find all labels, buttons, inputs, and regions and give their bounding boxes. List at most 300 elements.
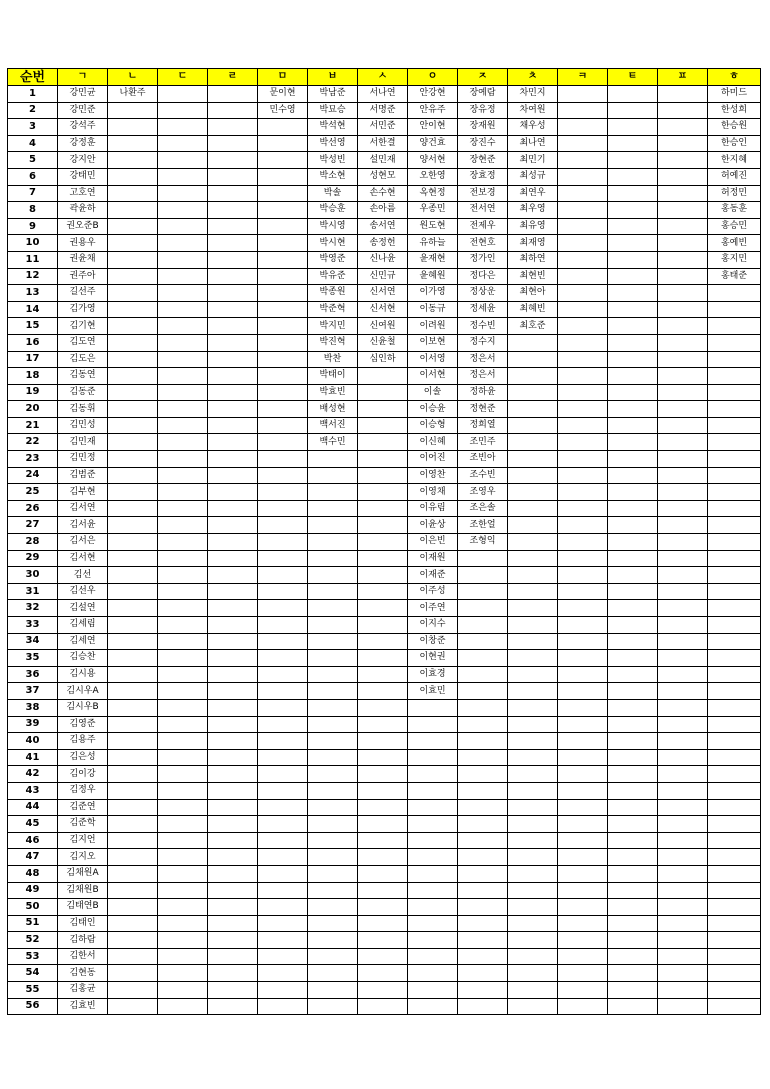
name-cell	[508, 633, 558, 650]
name-cell	[608, 135, 658, 152]
name-cell	[258, 417, 308, 434]
name-cell: 이현권	[408, 650, 458, 667]
name-cell: 박종원	[308, 285, 358, 302]
name-cell	[158, 567, 208, 584]
name-cell: 박솔	[308, 185, 358, 202]
name-cell	[108, 484, 158, 501]
name-cell: 김승찬	[58, 650, 108, 667]
name-cell	[508, 517, 558, 534]
name-cell	[658, 135, 708, 152]
name-cell	[308, 716, 358, 733]
name-cell	[408, 965, 458, 982]
name-cell	[258, 185, 308, 202]
table-row	[8, 899, 761, 916]
table-row	[8, 451, 761, 468]
name-cell	[358, 982, 408, 999]
name-cell	[158, 683, 208, 700]
name-cell: 송정헌	[358, 235, 408, 252]
name-cell	[158, 915, 208, 932]
name-cell	[108, 285, 158, 302]
row-number-cell: 48	[8, 865, 58, 882]
name-cell	[208, 816, 258, 833]
name-cell	[558, 168, 608, 185]
table-row	[8, 500, 761, 517]
name-cell	[558, 417, 608, 434]
name-cell	[708, 617, 761, 634]
name-cell: 이어진	[408, 451, 458, 468]
name-cell	[508, 749, 558, 766]
name-cell	[158, 235, 208, 252]
name-cell	[458, 998, 508, 1015]
name-cell: 이신혜	[408, 434, 458, 451]
name-cell	[108, 915, 158, 932]
name-cell	[608, 168, 658, 185]
name-cell: 조수빈	[458, 467, 508, 484]
name-cell: 최민기	[508, 152, 558, 169]
name-cell: 이윤상	[408, 517, 458, 534]
name-cell	[308, 982, 358, 999]
name-cell	[658, 517, 708, 534]
name-cell	[158, 351, 208, 368]
name-cell: 정수빈	[458, 318, 508, 335]
name-cell	[108, 401, 158, 418]
name-cell: 조민주	[458, 434, 508, 451]
name-cell	[308, 617, 358, 634]
name-cell: 허정민	[708, 185, 761, 202]
name-cell	[158, 451, 208, 468]
name-cell	[258, 517, 308, 534]
name-cell: 손수현	[358, 185, 408, 202]
name-cell	[308, 517, 358, 534]
name-cell	[158, 633, 208, 650]
name-cell	[608, 86, 658, 103]
name-cell	[108, 650, 158, 667]
name-cell	[558, 152, 608, 169]
name-cell	[158, 733, 208, 750]
name-cell	[608, 285, 658, 302]
row-number-cell: 14	[8, 301, 58, 318]
name-cell	[208, 235, 258, 252]
name-cell	[608, 484, 658, 501]
name-cell: 곽윤하	[58, 202, 108, 219]
name-cell: 김현동	[58, 965, 108, 982]
name-cell: 박소현	[308, 168, 358, 185]
name-cell	[608, 102, 658, 119]
name-cell: 권용우	[58, 235, 108, 252]
name-cell	[508, 965, 558, 982]
name-cell: 정수지	[458, 334, 508, 351]
name-cell	[558, 218, 608, 235]
name-cell: 김동연	[58, 368, 108, 385]
name-cell	[658, 633, 708, 650]
name-cell	[658, 185, 708, 202]
table-row	[8, 86, 761, 103]
name-cell: 김설연	[58, 600, 108, 617]
table-row	[8, 832, 761, 849]
name-cell	[258, 334, 308, 351]
name-cell	[408, 865, 458, 882]
row-number-cell: 45	[8, 816, 58, 833]
name-cell	[508, 384, 558, 401]
name-cell	[258, 235, 308, 252]
name-cell: 배성현	[308, 401, 358, 418]
name-cell	[558, 384, 608, 401]
name-cell	[108, 617, 158, 634]
name-cell	[658, 301, 708, 318]
name-cell: 장예람	[458, 86, 508, 103]
name-cell	[458, 550, 508, 567]
name-cell: 최우영	[508, 202, 558, 219]
name-cell: 채우성	[508, 119, 558, 136]
name-cell	[508, 683, 558, 700]
name-cell	[708, 849, 761, 866]
name-cell	[708, 799, 761, 816]
name-cell: 장재원	[458, 119, 508, 136]
name-cell	[258, 168, 308, 185]
name-cell	[308, 583, 358, 600]
name-cell	[358, 915, 408, 932]
name-cell	[608, 467, 658, 484]
name-cell	[208, 716, 258, 733]
name-cell	[358, 583, 408, 600]
name-cell	[108, 666, 158, 683]
table-row	[8, 816, 761, 833]
name-cell	[658, 202, 708, 219]
table-row	[8, 550, 761, 567]
name-cell	[158, 766, 208, 783]
name-cell	[358, 567, 408, 584]
name-cell: 오한영	[408, 168, 458, 185]
name-cell	[208, 451, 258, 468]
name-cell	[608, 583, 658, 600]
name-cell	[258, 218, 308, 235]
name-cell	[108, 500, 158, 517]
name-cell	[708, 301, 761, 318]
name-cell: 우종민	[408, 202, 458, 219]
name-cell	[158, 948, 208, 965]
name-cell	[158, 982, 208, 999]
name-cell	[308, 666, 358, 683]
name-cell: 김범준	[58, 467, 108, 484]
name-cell	[308, 782, 358, 799]
name-cell	[208, 168, 258, 185]
name-cell	[558, 451, 608, 468]
name-cell	[158, 417, 208, 434]
name-cell: 최호준	[508, 318, 558, 335]
name-cell: 이재준	[408, 567, 458, 584]
name-cell: 조빈아	[458, 451, 508, 468]
name-cell	[108, 334, 158, 351]
name-cell: 최성규	[508, 168, 558, 185]
name-cell: 박태이	[308, 368, 358, 385]
name-cell	[558, 434, 608, 451]
name-cell: 이지수	[408, 617, 458, 634]
name-cell: 설민재	[358, 152, 408, 169]
row-number-cell: 18	[8, 368, 58, 385]
name-cell: 박효빈	[308, 384, 358, 401]
name-cell	[208, 102, 258, 119]
name-cell	[308, 550, 358, 567]
name-cell	[658, 368, 708, 385]
table-row	[8, 915, 761, 932]
name-cell	[508, 417, 558, 434]
name-cell	[358, 617, 408, 634]
name-cell	[608, 666, 658, 683]
name-cell: 고호연	[58, 185, 108, 202]
name-cell	[158, 467, 208, 484]
name-cell	[158, 816, 208, 833]
name-cell	[108, 235, 158, 252]
name-cell	[558, 135, 608, 152]
name-cell	[258, 915, 308, 932]
row-number-cell: 5	[8, 152, 58, 169]
name-cell	[158, 434, 208, 451]
name-cell	[358, 816, 408, 833]
name-cell: 최현아	[508, 285, 558, 302]
name-cell	[558, 766, 608, 783]
name-cell	[608, 948, 658, 965]
name-cell	[358, 965, 408, 982]
row-number-cell: 7	[8, 185, 58, 202]
name-cell	[708, 782, 761, 799]
name-cell	[558, 683, 608, 700]
name-cell	[508, 500, 558, 517]
name-cell	[558, 119, 608, 136]
name-cell	[108, 168, 158, 185]
name-cell	[158, 218, 208, 235]
name-cell	[708, 517, 761, 534]
name-cell	[708, 368, 761, 385]
name-cell	[508, 849, 558, 866]
name-cell	[108, 251, 158, 268]
name-cell	[508, 832, 558, 849]
name-cell	[658, 467, 708, 484]
name-cell	[108, 218, 158, 235]
header-cell-consonant: ㄹ	[208, 69, 258, 86]
name-cell	[508, 816, 558, 833]
name-cell: 김한서	[58, 948, 108, 965]
name-cell	[558, 368, 608, 385]
name-cell	[108, 766, 158, 783]
name-cell	[158, 168, 208, 185]
table-row	[8, 799, 761, 816]
name-cell	[208, 899, 258, 916]
name-cell	[158, 517, 208, 534]
name-cell: 김시우A	[58, 683, 108, 700]
name-cell	[558, 617, 608, 634]
name-cell	[558, 334, 608, 351]
name-cell	[358, 716, 408, 733]
name-cell	[258, 434, 308, 451]
name-cell	[208, 417, 258, 434]
name-cell: 민수영	[258, 102, 308, 119]
name-cell	[208, 965, 258, 982]
name-cell	[558, 832, 608, 849]
name-cell	[608, 882, 658, 899]
name-cell	[608, 517, 658, 534]
name-cell	[558, 948, 608, 965]
name-cell	[508, 583, 558, 600]
name-cell: 이가영	[408, 285, 458, 302]
name-cell	[208, 666, 258, 683]
row-number-cell: 6	[8, 168, 58, 185]
name-cell	[658, 865, 708, 882]
table-row	[8, 285, 761, 302]
row-number-cell: 19	[8, 384, 58, 401]
name-cell	[108, 782, 158, 799]
name-cell	[108, 965, 158, 982]
name-cell	[108, 534, 158, 551]
name-cell	[308, 816, 358, 833]
name-cell	[508, 733, 558, 750]
name-cell	[458, 666, 508, 683]
header-cell-consonant: ㅍ	[658, 69, 708, 86]
name-cell: 홍승민	[708, 218, 761, 235]
name-cell	[608, 567, 658, 584]
name-cell: 신나윤	[358, 251, 408, 268]
name-cell	[458, 583, 508, 600]
row-number-cell: 22	[8, 434, 58, 451]
table-row	[8, 235, 761, 252]
name-cell	[458, 650, 508, 667]
name-cell	[308, 500, 358, 517]
name-cell	[308, 799, 358, 816]
name-cell: 정은서	[458, 368, 508, 385]
header-cell-consonant: ㅂ	[308, 69, 358, 86]
name-cell	[608, 600, 658, 617]
name-cell: 김기현	[58, 318, 108, 335]
name-cell	[308, 484, 358, 501]
name-cell: 권윤채	[58, 251, 108, 268]
name-cell: 서명준	[358, 102, 408, 119]
row-number-cell: 37	[8, 683, 58, 700]
name-cell: 안유주	[408, 102, 458, 119]
name-cell	[358, 932, 408, 949]
name-cell	[108, 268, 158, 285]
name-cell	[258, 583, 308, 600]
name-cell	[558, 251, 608, 268]
name-cell	[608, 816, 658, 833]
name-cell	[658, 915, 708, 932]
name-cell: 장진수	[458, 135, 508, 152]
name-cell	[308, 534, 358, 551]
name-cell: 서나연	[358, 86, 408, 103]
name-cell: 정세윤	[458, 301, 508, 318]
name-cell: 최혜빈	[508, 301, 558, 318]
name-cell	[558, 899, 608, 916]
name-cell	[158, 998, 208, 1015]
row-number-cell: 44	[8, 799, 58, 816]
name-cell	[608, 782, 658, 799]
name-cell	[608, 334, 658, 351]
name-cell	[658, 451, 708, 468]
name-cell	[708, 716, 761, 733]
name-cell	[658, 434, 708, 451]
name-cell	[358, 733, 408, 750]
row-number-cell: 50	[8, 899, 58, 916]
name-cell	[608, 268, 658, 285]
name-cell	[658, 699, 708, 716]
name-cell	[658, 583, 708, 600]
name-cell	[308, 451, 358, 468]
name-cell	[558, 484, 608, 501]
name-cell	[708, 467, 761, 484]
name-cell	[658, 168, 708, 185]
name-cell	[258, 550, 308, 567]
name-cell	[258, 135, 308, 152]
name-cell: 이영찬	[408, 467, 458, 484]
name-cell	[658, 749, 708, 766]
name-cell	[258, 865, 308, 882]
name-cell: 문이현	[258, 86, 308, 103]
name-cell	[658, 600, 708, 617]
name-cell	[208, 782, 258, 799]
header-row	[8, 69, 761, 86]
name-cell: 안강현	[408, 86, 458, 103]
table-row	[8, 135, 761, 152]
name-cell	[508, 434, 558, 451]
name-cell: 전제우	[458, 218, 508, 235]
name-cell	[108, 185, 158, 202]
name-cell	[158, 152, 208, 169]
name-cell	[558, 716, 608, 733]
table-row	[8, 865, 761, 882]
name-cell: 허예진	[708, 168, 761, 185]
name-cell	[458, 799, 508, 816]
name-cell	[108, 633, 158, 650]
name-cell	[258, 351, 308, 368]
name-cell	[658, 351, 708, 368]
name-cell	[508, 467, 558, 484]
name-cell	[508, 550, 558, 567]
name-cell	[108, 135, 158, 152]
name-cell	[708, 401, 761, 418]
name-cell	[558, 600, 608, 617]
name-cell: 윤재현	[408, 251, 458, 268]
name-cell	[308, 633, 358, 650]
name-cell	[658, 285, 708, 302]
name-cell: 한지혜	[708, 152, 761, 169]
name-cell	[708, 915, 761, 932]
name-cell	[408, 749, 458, 766]
name-cell	[308, 882, 358, 899]
name-cell	[508, 982, 558, 999]
name-cell	[258, 318, 308, 335]
name-cell	[208, 932, 258, 949]
name-cell	[658, 384, 708, 401]
name-cell	[608, 650, 658, 667]
name-cell	[208, 401, 258, 418]
name-cell: 김민정	[58, 451, 108, 468]
table-row	[8, 699, 761, 716]
name-cell	[558, 982, 608, 999]
name-cell: 양건효	[408, 135, 458, 152]
name-cell	[658, 550, 708, 567]
name-cell	[358, 467, 408, 484]
table-row	[8, 650, 761, 667]
name-cell: 김채원A	[58, 865, 108, 882]
name-cell: 박지민	[308, 318, 358, 335]
name-cell	[608, 301, 658, 318]
name-cell	[108, 865, 158, 882]
name-cell: 김이강	[58, 766, 108, 783]
name-cell: 박석현	[308, 119, 358, 136]
name-cell: 정현준	[458, 401, 508, 418]
name-cell	[558, 749, 608, 766]
name-cell	[108, 102, 158, 119]
name-cell: 차민지	[508, 86, 558, 103]
name-cell	[358, 550, 408, 567]
